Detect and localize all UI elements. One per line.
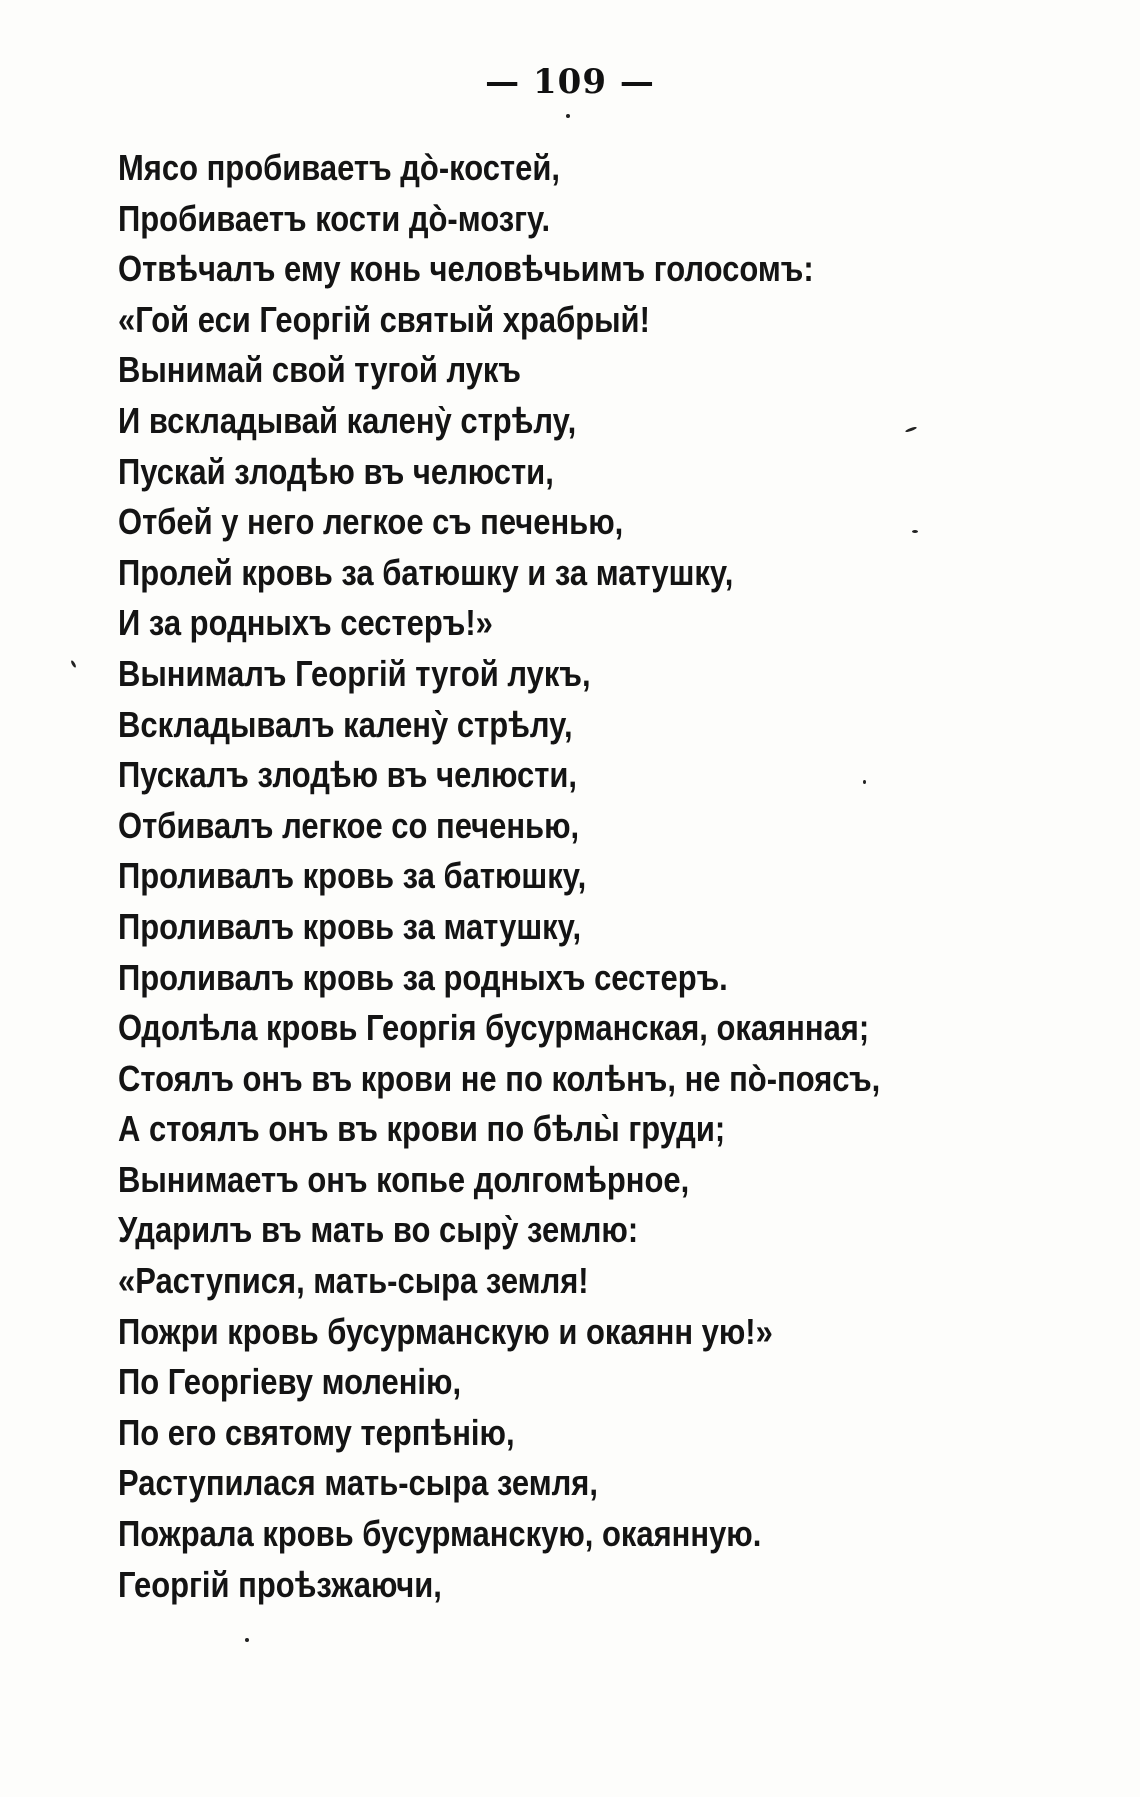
verse-line: Пускай злодѣю въ челюсти, — [118, 450, 554, 492]
verse-line: По его святому терпѣнію, — [118, 1411, 515, 1453]
verse-line: Мясо пробиваетъ дò-костей, — [118, 147, 560, 188]
verse-line: Отбивалъ легкое со печенью, — [118, 804, 580, 846]
verse-line: И вскладывай калену̀ стрѣлу, — [118, 399, 577, 441]
verse-line: Вынимай свой тугой лукъ — [118, 349, 522, 391]
verse-line: А стоялъ онъ въ крови по бѣлы̀ груди; — [118, 1108, 726, 1150]
verse-line: Вынимаетъ онъ копье долгомѣрное, — [118, 1158, 690, 1200]
ink-speck — [566, 114, 570, 118]
page-number: — 109 — — [485, 62, 655, 102]
verse-line: «Гой еси Георгій святый храбрый! — [118, 298, 650, 340]
verse-line: Пожри кровь бусурманскую и окаянн ую!» — [118, 1310, 773, 1352]
verse-line: Одолѣла кровь Георгія бусурманская, окаянная; — [118, 1007, 870, 1049]
ink-speck — [245, 1638, 249, 1642]
verse-line: Раступилася мать-сыра земля, — [118, 1462, 598, 1504]
ink-speck — [70, 660, 77, 668]
verse-line: Проливалъ кровь за родныхъ сестеръ. — [118, 956, 728, 998]
ink-speck — [863, 780, 866, 784]
verse-line: «Раступися, мать-сыра земля! — [118, 1260, 589, 1302]
verse-line: Проливалъ кровь за матушку, — [118, 905, 582, 947]
verse-line: По Георгіеву моленію, — [118, 1361, 462, 1403]
verse-line: Вынималъ Георгій тугой лукъ, — [118, 652, 591, 694]
ink-speck — [912, 530, 918, 533]
verse-text — [118, 143, 1118, 1610]
verse-line: Ударилъ въ мать во сыру̀ землю: — [118, 1209, 639, 1251]
verse-line: Вскладывалъ калену̀ стрѣлу, — [118, 703, 573, 745]
verse-line: Пробиваетъ кости дò-мозгу. — [118, 197, 551, 239]
verse-line: Пролей кровь за батюшку и за матушку, — [118, 551, 734, 593]
verse-line: Стоялъ онъ въ крови не по колѣнъ, не пò-поясъ, — [118, 1057, 881, 1099]
verse-line: Отбей у него легкое съ печенью, — [118, 501, 624, 543]
verse-line: Проливалъ кровь за батюшку, — [118, 855, 587, 897]
verse-line: Пожрала кровь бусурманскую, окаянную. — [118, 1513, 762, 1555]
verse-line: Георгій проѣзжаючи, — [118, 1563, 442, 1605]
verse-line: Пускалъ злодѣю въ челюсти, — [118, 754, 578, 796]
verse-line: И за родныхъ сестеръ!» — [118, 602, 493, 644]
verse-line: Отвѣчалъ ему конь человѣчьимъ голосомъ: — [118, 248, 814, 290]
